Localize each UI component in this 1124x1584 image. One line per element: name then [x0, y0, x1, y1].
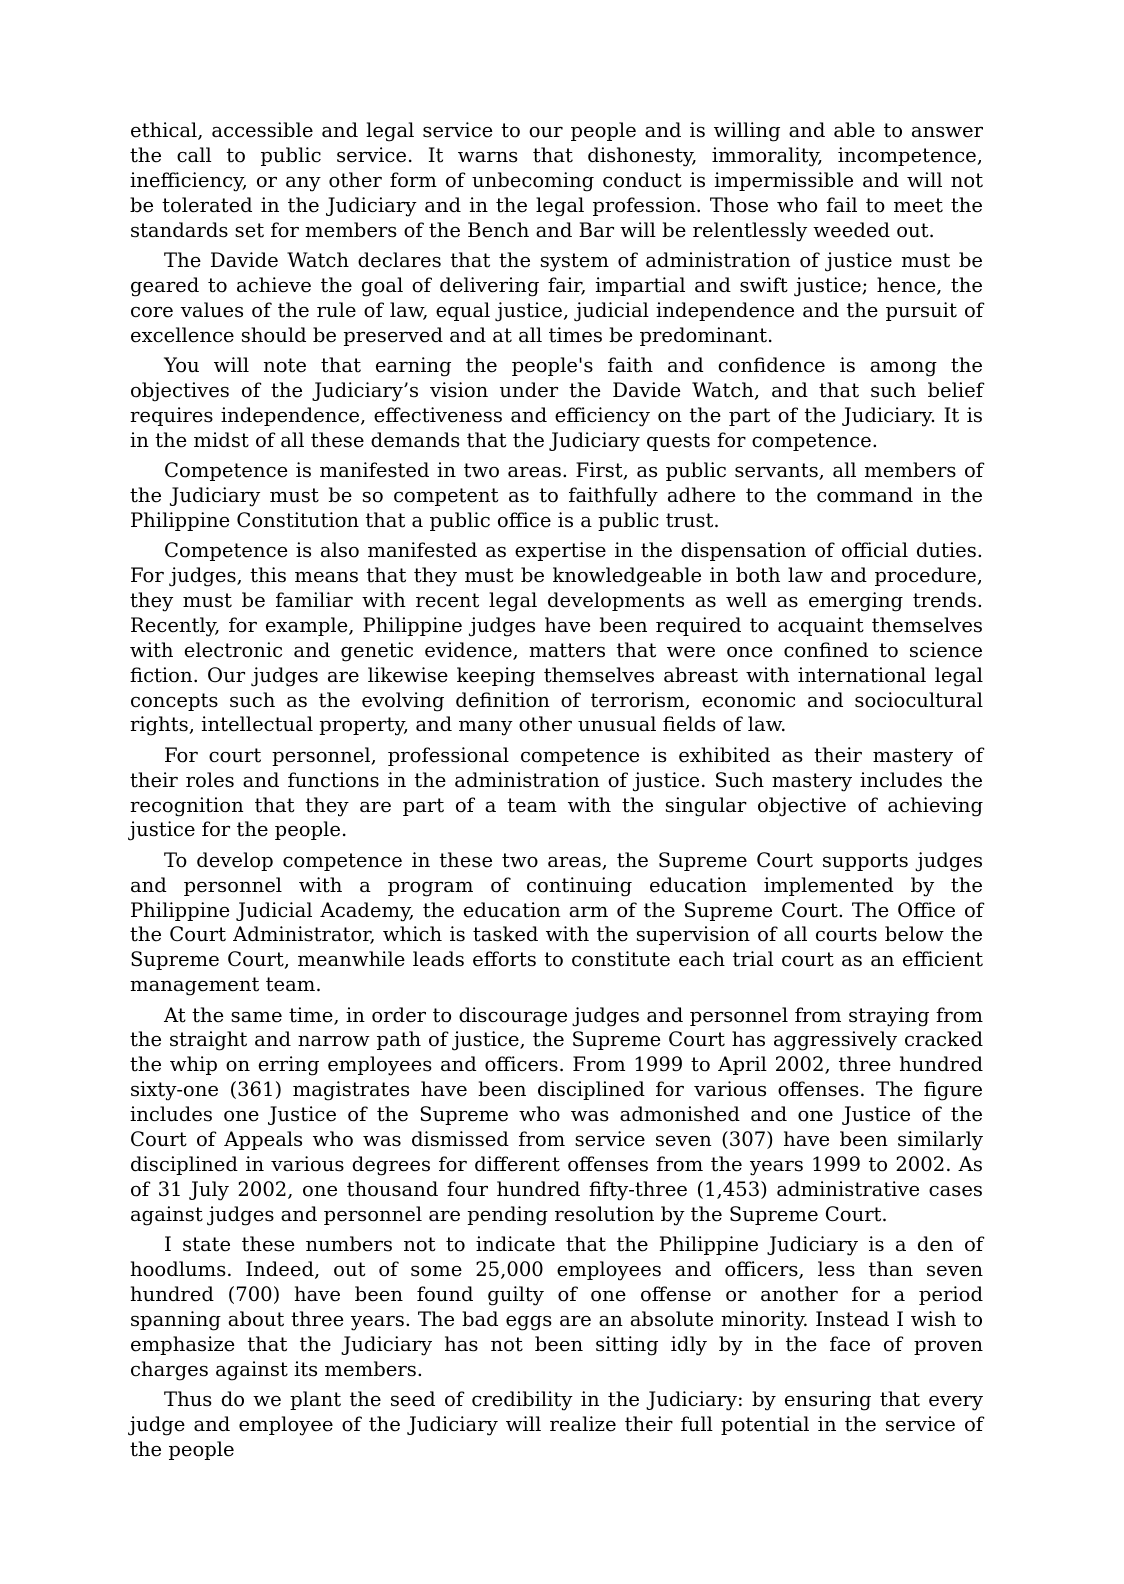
paragraph-discipline-statistics: At the same time, in order to discourage judges and personnel from straying from the straight and narrow path of justice, the Supreme Court has aggressively cracked the whip on erring employees and officers. From 1999 to April 2002, three hundred sixty-one (361) magistrates have been disciplined for various offenses. The figure includes one Justice of the Supreme who was admonished and one Justice of the Court of Appeals who was dismissed from service seven (307) have been similarly disciplined in various degrees for different offenses from the years 1999 to 2002. As of 31 July 2002, one thousand four hundred fifty-three (1,453) administrative cases against judges and personnel are pending resolution by the Supreme Court. [130, 1003, 983, 1226]
paragraph-court-personnel: For court personnel, professional competence is exhibited as their mastery of their roles and functions in the administration of justice. Such mastery includes the recognition that they are part of a team with the singular objective of achieving justice for the people. [130, 743, 983, 842]
paragraph-competence-expertise: Competence is also manifested as expertise in the dispensation of official duties. For judges, this means that they must be knowledgeable in both law and procedure, they must be familiar with recent legal developments as well as emerging trends. Recently, for example, Philippine judges have been required to acquaint themselves with electronic and genetic evidence, matters that were once confined to science fiction. Our judges are likewise keeping themselves abreast with international legal concepts such as the evolving definition of terrorism, economic and sociocultural rights, intellectual property, and many other unusual fields of law. [130, 539, 983, 737]
document-page [130, 119, 983, 1468]
paragraph-ethical-service: ethical, accessible and legal service to our people and is willing and able to answer the call to public service. It warns that dishonesty, immorality, incompetence, inefficiency, or any other form of unbecoming conduct is impermissible and will not be tolerated in the Judiciary and in the legal profession. Those who fail to meet the standards set for members of the Bench and Bar will be relentlessly weeded out. [130, 119, 983, 242]
paragraph-davide-watch-declares: The Davide Watch declares that the system of administration of justice must be geared to achieve the goal of delivering fair, impartial and swift justice; hence, the core values of the rule of law, equal justice, judicial independence and the pursuit of excellence should be preserved and at all times be predominant. [130, 248, 983, 347]
paragraph-seed-of-credibility: Thus do we plant the seed of credibility in the Judiciary: by ensuring that every judge and employee of the Judiciary will realize their full potential in the service of the people [130, 1387, 983, 1461]
paragraph-peoples-faith: You will note that earning the people's faith and confidence is among the objectives of the Judiciary’s vision under the Davide Watch, and that such belief requires independence, effectiveness and efficiency on the part of the Judiciary. It is in the midst of all these demands that the Judiciary quests for competence. [130, 353, 983, 452]
paragraph-bad-eggs-minority: I state these numbers not to indicate that the Philippine Judiciary is a den of hoodlums. Indeed, out of some 25,000 employees and officers, less than seven hundred (700) have been found guilty of one offense or another for a period spanning about three years. The bad eggs are an absolute minority. Instead I wish to emphasize that the Judiciary has not been sitting idly by in the face of proven charges against its members. [130, 1233, 983, 1381]
paragraph-continuing-education: To develop competence in these two areas, the Supreme Court supports judges and personnel with a program of continuing education implemented by the Philippine Judicial Academy, the education arm of the Supreme Court. The Office of the Court Administrator, which is tasked with the supervision of all courts below the Supreme Court, meanwhile leads efforts to constitute each trial court as an efficient management team. [130, 848, 983, 997]
paragraph-competence-two-areas: Competence is manifested in two areas. First, as public servants, all members of the Judiciary must be so competent as to faithfully adhere to the command in the Philippine Constitution that a public office is a public trust. [130, 458, 983, 532]
